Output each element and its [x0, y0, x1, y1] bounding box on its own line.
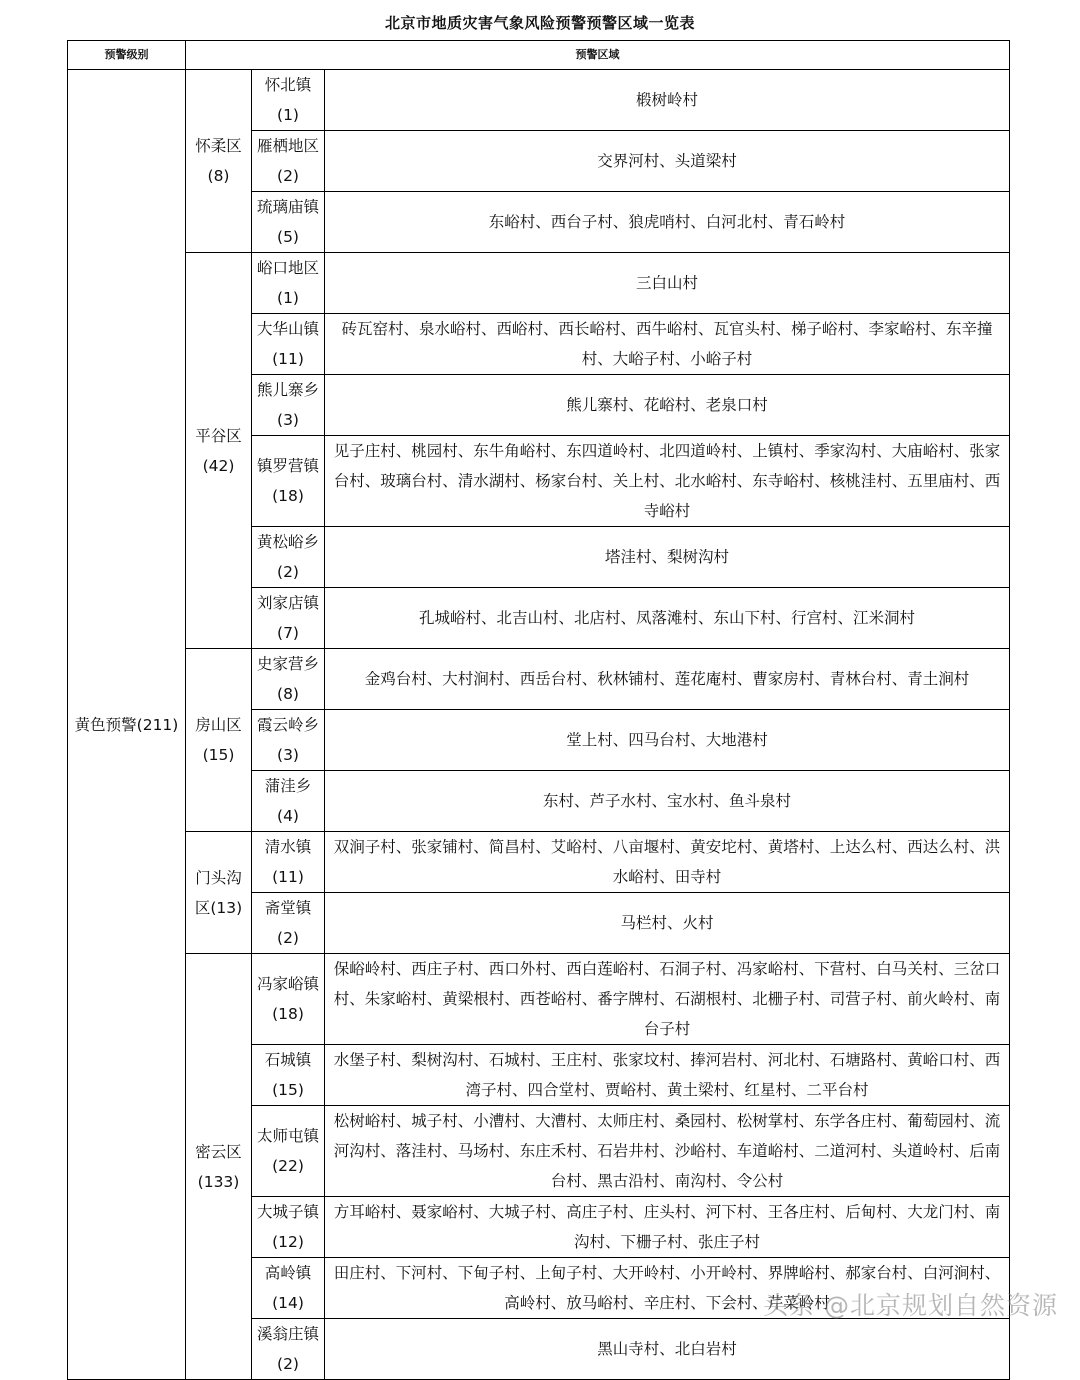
- town-cell: 镇罗营镇(18): [252, 436, 325, 527]
- town-cell: 史家营乡(8): [252, 649, 325, 710]
- table-row: [68, 954, 1010, 1045]
- district-name: 密云区: [195, 1142, 242, 1161]
- town-cell: 琉璃庙镇(5): [252, 192, 325, 253]
- district-cell: [186, 832, 252, 954]
- table-header-row: [68, 41, 1010, 70]
- villages-cell: 东村、芦子水村、宝水村、鱼斗泉村: [325, 771, 1010, 832]
- town-cell: 太师屯镇(22): [252, 1106, 325, 1197]
- town-cell: 黄松峪乡(2): [252, 527, 325, 588]
- villages-cell: 交界河村、头道梁村: [325, 131, 1010, 192]
- district-count: (42): [202, 456, 235, 475]
- villages-cell: 熊儿寨村、花峪村、老泉口村: [325, 375, 1010, 436]
- town-cell: 怀北镇(1): [252, 70, 325, 131]
- town-cell: 清水镇(11): [252, 832, 325, 893]
- table-body: [68, 70, 1010, 1380]
- town-cell: 斋堂镇(2): [252, 893, 325, 954]
- villages-cell: 三白山村: [325, 253, 1010, 314]
- villages-cell: 田庄村、下河村、下甸子村、上甸子村、大开岭村、小开岭村、界牌峪村、郝家台村、白河涧村、高岭村、放马峪村、辛庄村、下会村、芹菜岭村: [325, 1258, 1010, 1319]
- town-cell: 蒲洼乡(4): [252, 771, 325, 832]
- villages-cell: 保峪岭村、西庄子村、西口外村、西白莲峪村、石洞子村、冯家峪村、下营村、白马关村、三岔口村、朱家峪村、黄梁根村、西苍峪村、番字牌村、石湖根村、北栅子村、司营子村、前火岭村、南台子村: [325, 954, 1010, 1045]
- villages-cell: 金鸡台村、大村涧村、西岳台村、秋林铺村、莲花庵村、曹家房村、青林台村、青土涧村: [325, 649, 1010, 710]
- town-cell: 高岭镇(14): [252, 1258, 325, 1319]
- town-cell: 溪翁庄镇(2): [252, 1319, 325, 1380]
- district-count: (133): [197, 1172, 240, 1191]
- table-row: [68, 70, 1010, 131]
- villages-cell: 孔城峪村、北吉山村、北店村、凤落滩村、东山下村、行宫村、江米洞村: [325, 588, 1010, 649]
- town-cell: 刘家店镇(7): [252, 588, 325, 649]
- villages-cell: 水堡子村、梨树沟村、石城村、王庄村、张家坟村、捧河岩村、河北村、石塘路村、黄峪口村、西湾子村、四合堂村、贾峪村、黄土梁村、红星村、二平台村: [325, 1045, 1010, 1106]
- town-cell: 大城子镇(12): [252, 1197, 325, 1258]
- town-cell: 大华山镇(11): [252, 314, 325, 375]
- district-cell: [186, 253, 252, 649]
- villages-cell: 塔洼村、梨树沟村: [325, 527, 1010, 588]
- table-row: [68, 649, 1010, 710]
- table-row: [68, 253, 1010, 314]
- district-cell: [186, 954, 252, 1380]
- town-cell: 冯家峪镇(18): [252, 954, 325, 1045]
- header-region: 预警区域: [186, 41, 1010, 70]
- villages-cell: 椴树岭村: [325, 70, 1010, 131]
- villages-cell: 堂上村、四马台村、大地港村: [325, 710, 1010, 771]
- page-title: 北京市地质灾害气象风险预警预警区域一览表: [384, 14, 695, 32]
- district-cell: [186, 70, 252, 253]
- villages-cell: 砖瓦窑村、泉水峪村、西峪村、西长峪村、西牛峪村、瓦官头村、梯子峪村、李家峪村、东辛撞村、大峪子村、小峪子村: [325, 314, 1010, 375]
- district-name: 房山区: [195, 716, 242, 734]
- town-cell: 峪口地区(1): [252, 253, 325, 314]
- villages-cell: 方耳峪村、聂家峪村、大城子村、高庄子村、庄头村、河下村、王各庄村、后甸村、大龙门村、南沟村、下栅子村、张庄子村: [325, 1197, 1010, 1258]
- villages-cell: 见子庄村、桃园村、东牛角峪村、东四道岭村、北四道岭村、上镇村、季家沟村、大庙峪村、张家台村、玻璃台村、清水湖村、杨家台村、关上村、北水峪村、东寺峪村、核桃洼村、五里庙村、西寺峪村: [325, 436, 1010, 527]
- villages-cell: 东峪村、西台子村、狼虎哨村、白河北村、青石岭村: [325, 192, 1010, 253]
- warning-level-cell: 黄色预警(211): [68, 70, 186, 1380]
- warning-table: [67, 40, 1010, 1380]
- villages-cell: 双涧子村、张家铺村、简昌村、艾峪村、八亩堰村、黄安坨村、黄塔村、上达么村、西达么村、洪水峪村、田寺村: [325, 832, 1010, 893]
- table-row: [68, 832, 1010, 893]
- town-cell: 霞云岭乡(3): [252, 710, 325, 771]
- district-count: (15): [202, 746, 235, 764]
- district-cell: [186, 649, 252, 832]
- district-name: 怀柔区: [195, 137, 242, 155]
- villages-cell: 马栏村、火村: [325, 893, 1010, 954]
- villages-cell: 黑山寺村、北白岩村: [325, 1319, 1010, 1380]
- district-name: 平谷区: [195, 426, 242, 445]
- town-cell: 熊儿寨乡(3): [252, 375, 325, 436]
- villages-cell: 松树峪村、城子村、小漕村、大漕村、太师庄村、桑园村、松树掌村、东学各庄村、葡萄园村、流河沟村、落洼村、马场村、东庄禾村、石岩井村、沙峪村、车道峪村、二道河村、头道岭村、后南台村、黑古沿村、南沟村、令公村: [325, 1106, 1010, 1197]
- watermark: 头条 @北京规划自然资源: [763, 1291, 1058, 1320]
- town-cell: 石城镇(15): [252, 1045, 325, 1106]
- district-name: 门头沟区(13): [194, 868, 243, 917]
- district-count: (8): [207, 167, 230, 185]
- town-cell: 雁栖地区(2): [252, 131, 325, 192]
- header-level: 预警级别: [68, 41, 186, 70]
